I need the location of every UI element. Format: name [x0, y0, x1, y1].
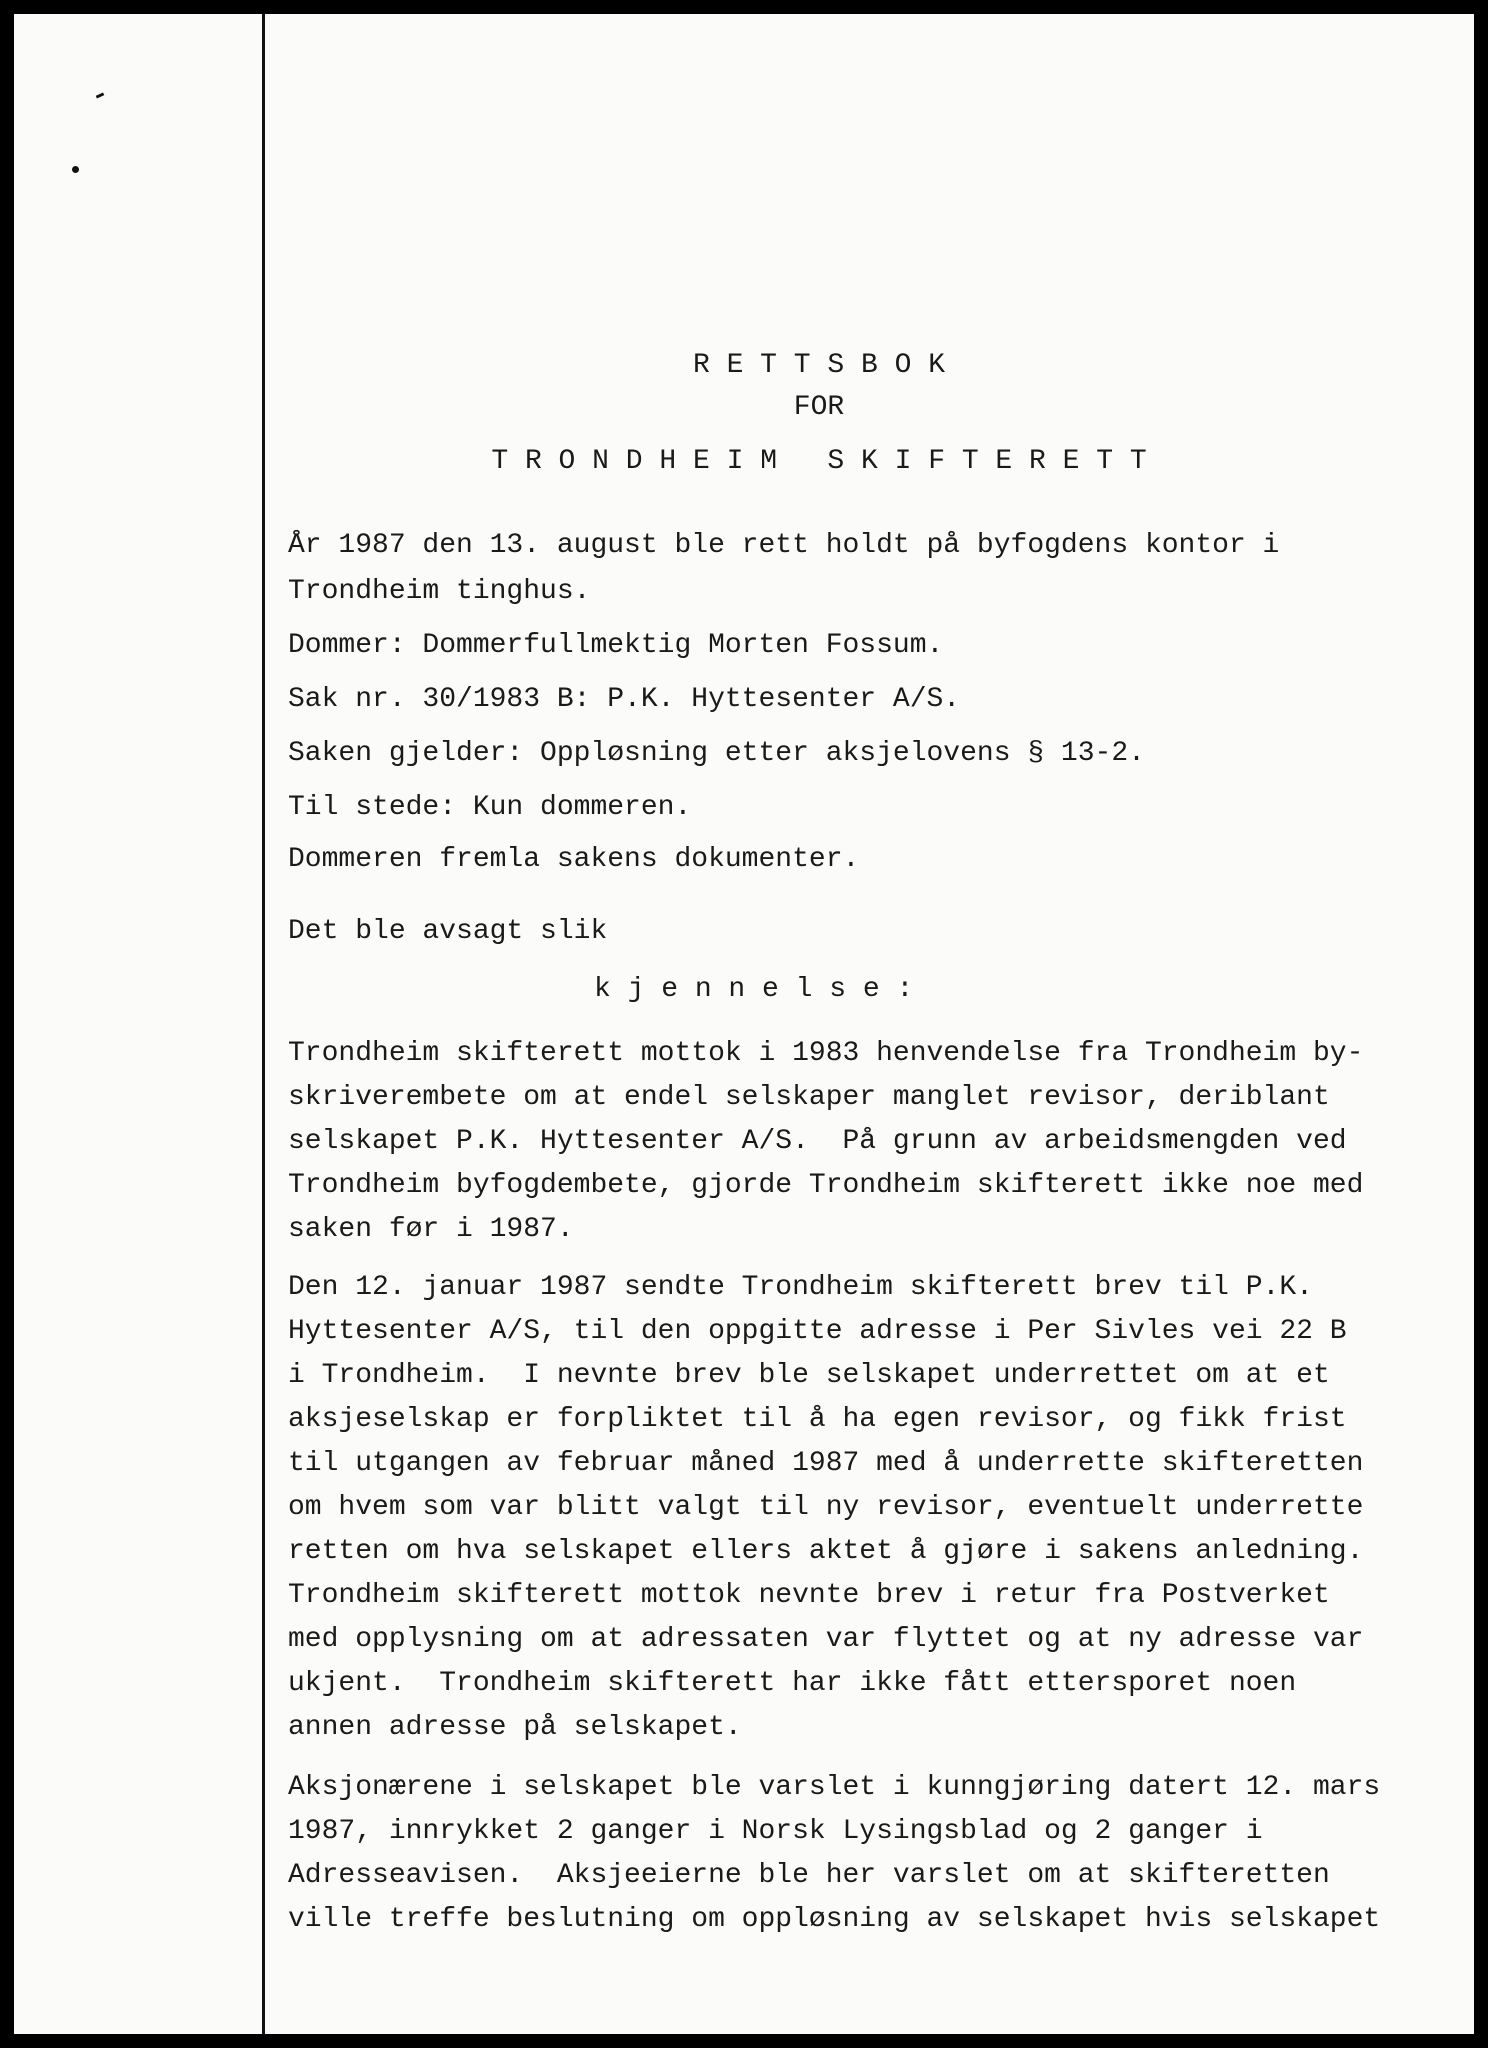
- paragraph-line: Trondheim skifterett mottok i 1983 henvendelse fra Trondheim by-: [288, 1038, 1364, 1069]
- case-subject-line: Saken gjelder: Oppløsning etter aksjelovens § 13-2.: [288, 738, 1145, 769]
- documents-line: Dommeren fremla sakens dokumenter.: [288, 844, 860, 875]
- paragraph-line: selskapet P.K. Hyttesenter A/S. På grunn av arbeidsmengden ved: [288, 1126, 1347, 1157]
- ruling-title: k j e n n e l s e :: [594, 974, 914, 1005]
- margin-rule: [262, 14, 265, 2034]
- present-line: Til stede: Kun dommeren.: [288, 792, 692, 823]
- paragraph-line: Hyttesenter A/S, til den oppgitte adresse i Per Sivles vei 22 B: [288, 1316, 1347, 1347]
- heading-for: FOR: [793, 392, 845, 423]
- paragraph-line: om hvem som var blitt valgt til ny revisor, eventuelt underrette: [288, 1492, 1364, 1523]
- paragraph-line: i Trondheim. I nevnte brev ble selskapet underrettet om at et: [288, 1360, 1330, 1391]
- heading-rettsbok: R E T T S B O K: [692, 350, 946, 381]
- paragraph-line: skriverembete om at endel selskaper manglet revisor, deriblant: [288, 1082, 1330, 1113]
- paragraph-line: til utgangen av februar måned 1987 med å underrette skifteretten: [288, 1448, 1364, 1479]
- paragraph-line: saken før i 1987.: [288, 1214, 574, 1245]
- paragraph-line: ville treffe beslutning om oppløsning av selskapet hvis selskapet: [288, 1904, 1381, 1935]
- intro-line: År 1987 den 13. august ble rett holdt på byfogdens kontor i: [288, 530, 1280, 561]
- paragraph-line: Trondheim byfogdembete, gjorde Trondheim skifterett ikke noe med: [288, 1170, 1364, 1201]
- ruling-intro: Det ble avsagt slik: [288, 916, 608, 947]
- paragraph-line: Den 12. januar 1987 sendte Trondheim skifterett brev til P.K.: [288, 1272, 1313, 1303]
- paragraph-line: retten om hva selskapet ellers aktet å gjøre i sakens anledning.: [288, 1536, 1364, 1567]
- paragraph-line: ukjent. Trondheim skifterett har ikke fått ettersporet noen: [288, 1668, 1297, 1699]
- paragraph-line: Adresseavisen. Aksjeeierne ble her varslet om at skifteretten: [288, 1860, 1330, 1891]
- paragraph-line: Trondheim skifterett mottok nevnte brev i retur fra Postverket: [288, 1580, 1330, 1611]
- paragraph-line: aksjeselskap er forpliktet til å ha egen revisor, og fikk frist: [288, 1404, 1347, 1435]
- heading-court: T R O N D H E I M S K I F T E R E T T: [491, 446, 1147, 477]
- document-page: [14, 14, 1474, 2034]
- case-number-line: Sak nr. 30/1983 B: P.K. Hyttesenter A/S.: [288, 684, 961, 715]
- paragraph-line: 1987, innrykket 2 ganger i Norsk Lysingsblad og 2 ganger i: [288, 1816, 1263, 1847]
- paragraph-line: Aksjonærene i selskapet ble varslet i kunngjøring datert 12. mars: [288, 1772, 1381, 1803]
- judge-line: Dommer: Dommerfullmektig Morten Fossum.: [288, 630, 944, 661]
- scan-speck: [96, 92, 105, 98]
- paragraph-line: annen adresse på selskapet.: [288, 1712, 742, 1743]
- paragraph-line: med opplysning om at adressaten var flyttet og at ny adresse var: [288, 1624, 1364, 1655]
- scan-speck: [72, 166, 79, 173]
- intro-line: Trondheim tinghus.: [288, 576, 591, 607]
